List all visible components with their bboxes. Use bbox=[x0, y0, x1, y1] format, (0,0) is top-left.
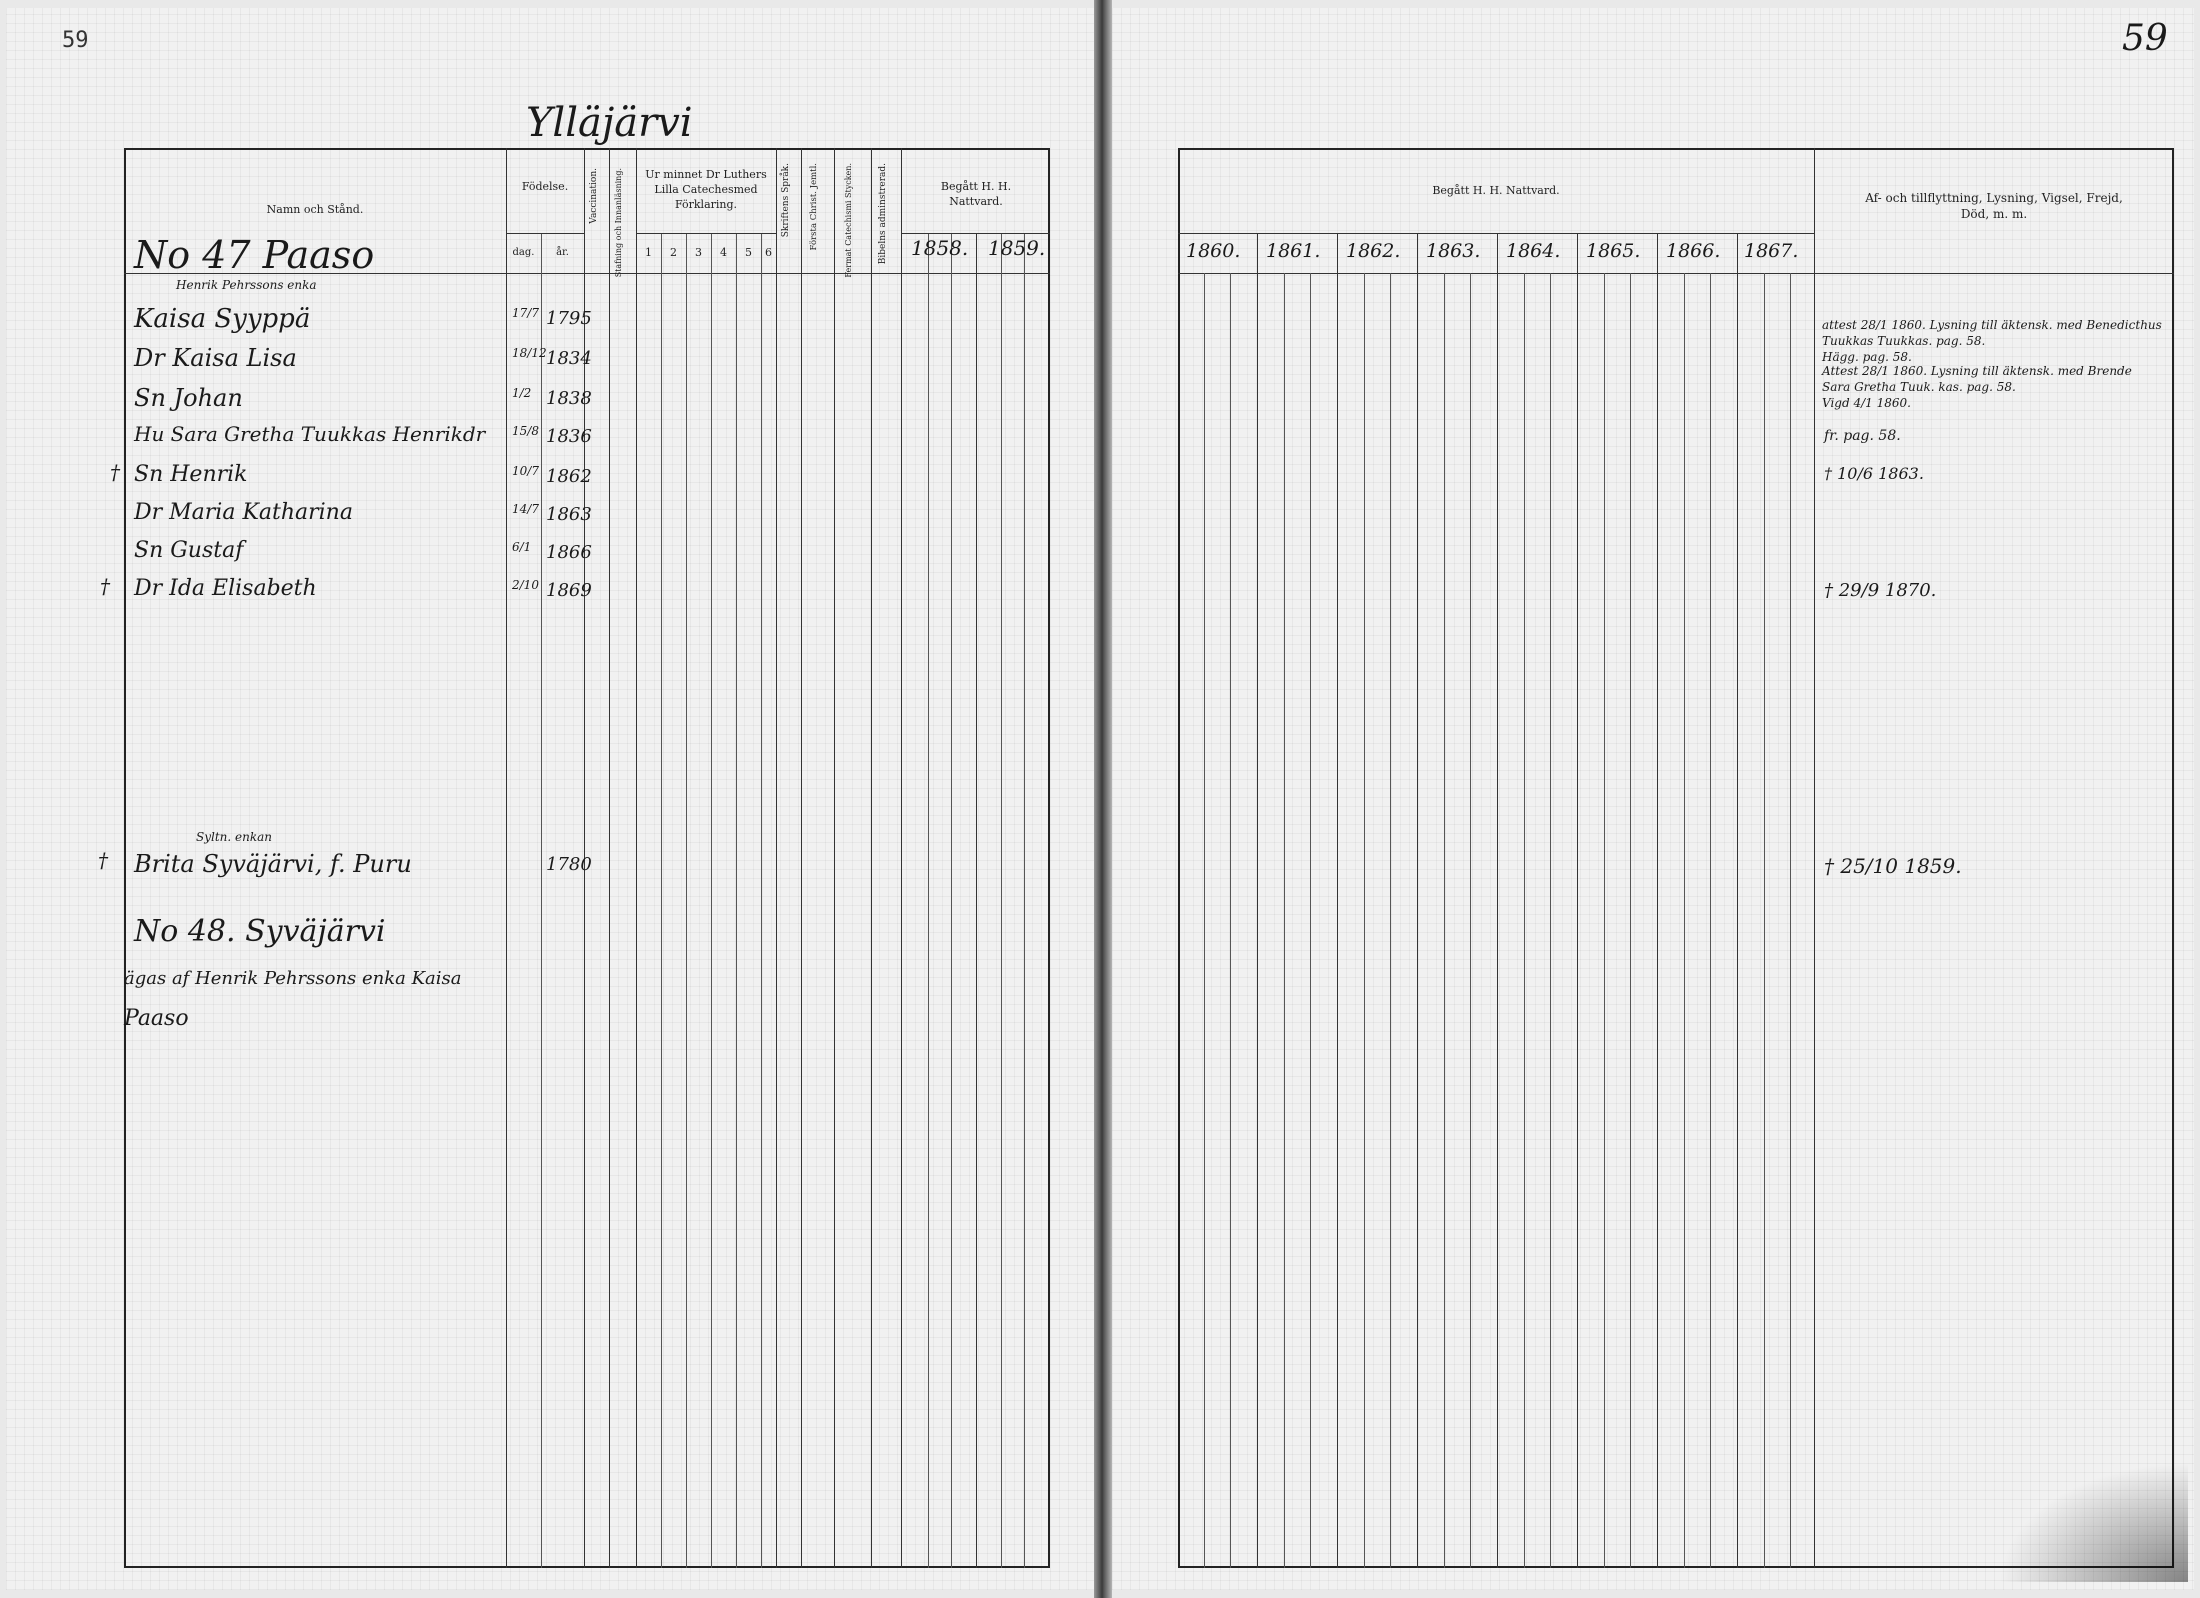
year-1860: 1860. bbox=[1186, 240, 1241, 262]
farm-heading: No 47 Paaso bbox=[134, 233, 375, 277]
birth-year: 1834 bbox=[546, 348, 592, 369]
death-mark: † bbox=[98, 848, 108, 872]
year-1858: 1858. bbox=[911, 236, 969, 260]
header-vaccination: Vaccination. bbox=[589, 168, 599, 224]
header-begatt-left: Begått H. H. Nattvard. bbox=[940, 180, 1012, 208]
person-name: Brita Syväjärvi, f. Puru bbox=[134, 850, 412, 878]
header-cat-3: 3 bbox=[695, 246, 702, 259]
birth-day: 17/7 bbox=[512, 306, 539, 320]
remark-line: Sara Gretha Tuuk. kas. pag. 58. bbox=[1822, 380, 2016, 394]
second-farm-line2: Paaso bbox=[124, 1006, 189, 1031]
person-name: Sn Johan bbox=[134, 384, 243, 412]
header-lasning: Stafning och Innanläsning. bbox=[614, 168, 623, 278]
header-birth-year: år. bbox=[556, 247, 569, 258]
person-name: Sn Gustaf bbox=[134, 538, 244, 563]
person-name: Sn Henrik bbox=[134, 462, 248, 487]
remark-line: Hägg. pag. 58. bbox=[1822, 350, 1912, 364]
year-1862: 1862. bbox=[1346, 240, 1401, 262]
header-cat-5: 5 bbox=[745, 246, 752, 259]
header-name: Namn och Stånd. bbox=[266, 203, 364, 216]
birth-day: 14/7 bbox=[512, 502, 539, 516]
header-begatt-right: Begått H. H. Nattvard. bbox=[1432, 184, 1560, 197]
year-1865: 1865. bbox=[1586, 240, 1641, 262]
year-1863: 1863. bbox=[1426, 240, 1481, 262]
page-shadow bbox=[1998, 1462, 2188, 1582]
birth-year: 1836 bbox=[546, 426, 592, 447]
header-forst-christ: Första Christ. Jemtl. bbox=[809, 163, 819, 251]
register-frame-right bbox=[1178, 148, 2174, 1568]
birth-year: 1866 bbox=[546, 542, 592, 563]
header-remarks: Af- och tillflyttning, Lysning, Vigsel, Frejd, Död, m. m. bbox=[1865, 191, 2123, 222]
second-farm-heading: No 48. Syväjärvi bbox=[134, 914, 386, 949]
extra-note: Syltn. enkan bbox=[196, 830, 273, 844]
birth-day: 15/8 bbox=[512, 424, 539, 438]
remark-line: Vigd 4/1 1860. bbox=[1822, 396, 1911, 410]
header-cat-4: 4 bbox=[720, 246, 727, 259]
birth-year: 1795 bbox=[546, 308, 592, 329]
remark-line: fr. pag. 58. bbox=[1824, 428, 1901, 444]
death-mark: † bbox=[100, 574, 110, 598]
person-name: Kaisa Syyppä bbox=[134, 304, 311, 334]
left-page bbox=[6, 8, 1094, 1590]
person-name: Dr Kaisa Lisa bbox=[134, 344, 297, 372]
header-catechism: Ur minnet Dr Luthers Lilla Catechesmed Förklaring. bbox=[645, 168, 767, 211]
remark-line: Attest 28/1 1860. Lysning till äktensk. med Brende bbox=[1822, 364, 2132, 378]
right-page bbox=[1112, 8, 2194, 1590]
year-1866: 1866. bbox=[1666, 240, 1721, 262]
header-cat-2: 2 bbox=[670, 246, 677, 259]
year-1867: 1867. bbox=[1744, 240, 1799, 262]
birth-year: 1862 bbox=[546, 466, 592, 487]
header-skrift: Skriftens Språk. bbox=[781, 163, 791, 238]
page-number-right: 59 bbox=[2122, 18, 2168, 59]
header-cat-1: 1 bbox=[645, 246, 652, 259]
remark-line: Tuukkas Tuukkas. pag. 58. bbox=[1822, 334, 1986, 348]
remark-line: † 25/10 1859. bbox=[1824, 854, 1962, 878]
remark-line: attest 28/1 1860. Lysning till äktensk. med Benedicthus bbox=[1822, 318, 2162, 332]
book-gutter bbox=[1094, 0, 1112, 1598]
birth-day: 2/10 bbox=[512, 578, 539, 592]
header-birth: Födelse. bbox=[521, 180, 569, 193]
birth-year: 1869 bbox=[546, 580, 592, 601]
remark-line: † 29/9 1870. bbox=[1824, 580, 1937, 601]
remark-line: † 10/6 1863. bbox=[1824, 464, 1924, 483]
birth-year: 1780 bbox=[546, 854, 592, 875]
person-name: Dr Maria Katharina bbox=[134, 500, 353, 525]
header-birth-day: dag. bbox=[512, 247, 535, 258]
second-farm-line1: ägas af Henrik Pehrssons enka Kaisa bbox=[124, 968, 462, 989]
birth-day: 1/2 bbox=[512, 386, 532, 400]
header-cat-6: 6 bbox=[765, 246, 772, 259]
person-name: Hu Sara Gretha Tuukkas Henrikdr bbox=[134, 422, 486, 446]
header-ferm: Fermat Catechismi Stycken. bbox=[844, 163, 853, 278]
birth-day: 18/12 bbox=[512, 346, 547, 360]
birth-year: 1863 bbox=[546, 504, 592, 525]
year-1864: 1864. bbox=[1506, 240, 1561, 262]
birth-day: 10/7 bbox=[512, 464, 539, 478]
death-mark: † bbox=[110, 460, 120, 484]
year-1859: 1859. bbox=[988, 236, 1046, 260]
row-note: Henrik Pehrssons enka bbox=[176, 278, 317, 292]
person-name: Dr Ida Elisabeth bbox=[134, 576, 317, 601]
village-title: Ylläjärvi bbox=[526, 100, 693, 146]
birth-day: 6/1 bbox=[512, 540, 532, 554]
birth-year: 1838 bbox=[546, 388, 592, 409]
page-number-left: 59 bbox=[62, 28, 89, 53]
header-bibel: Bibelns adminstrerad. bbox=[878, 163, 888, 265]
year-1861: 1861. bbox=[1266, 240, 1321, 262]
